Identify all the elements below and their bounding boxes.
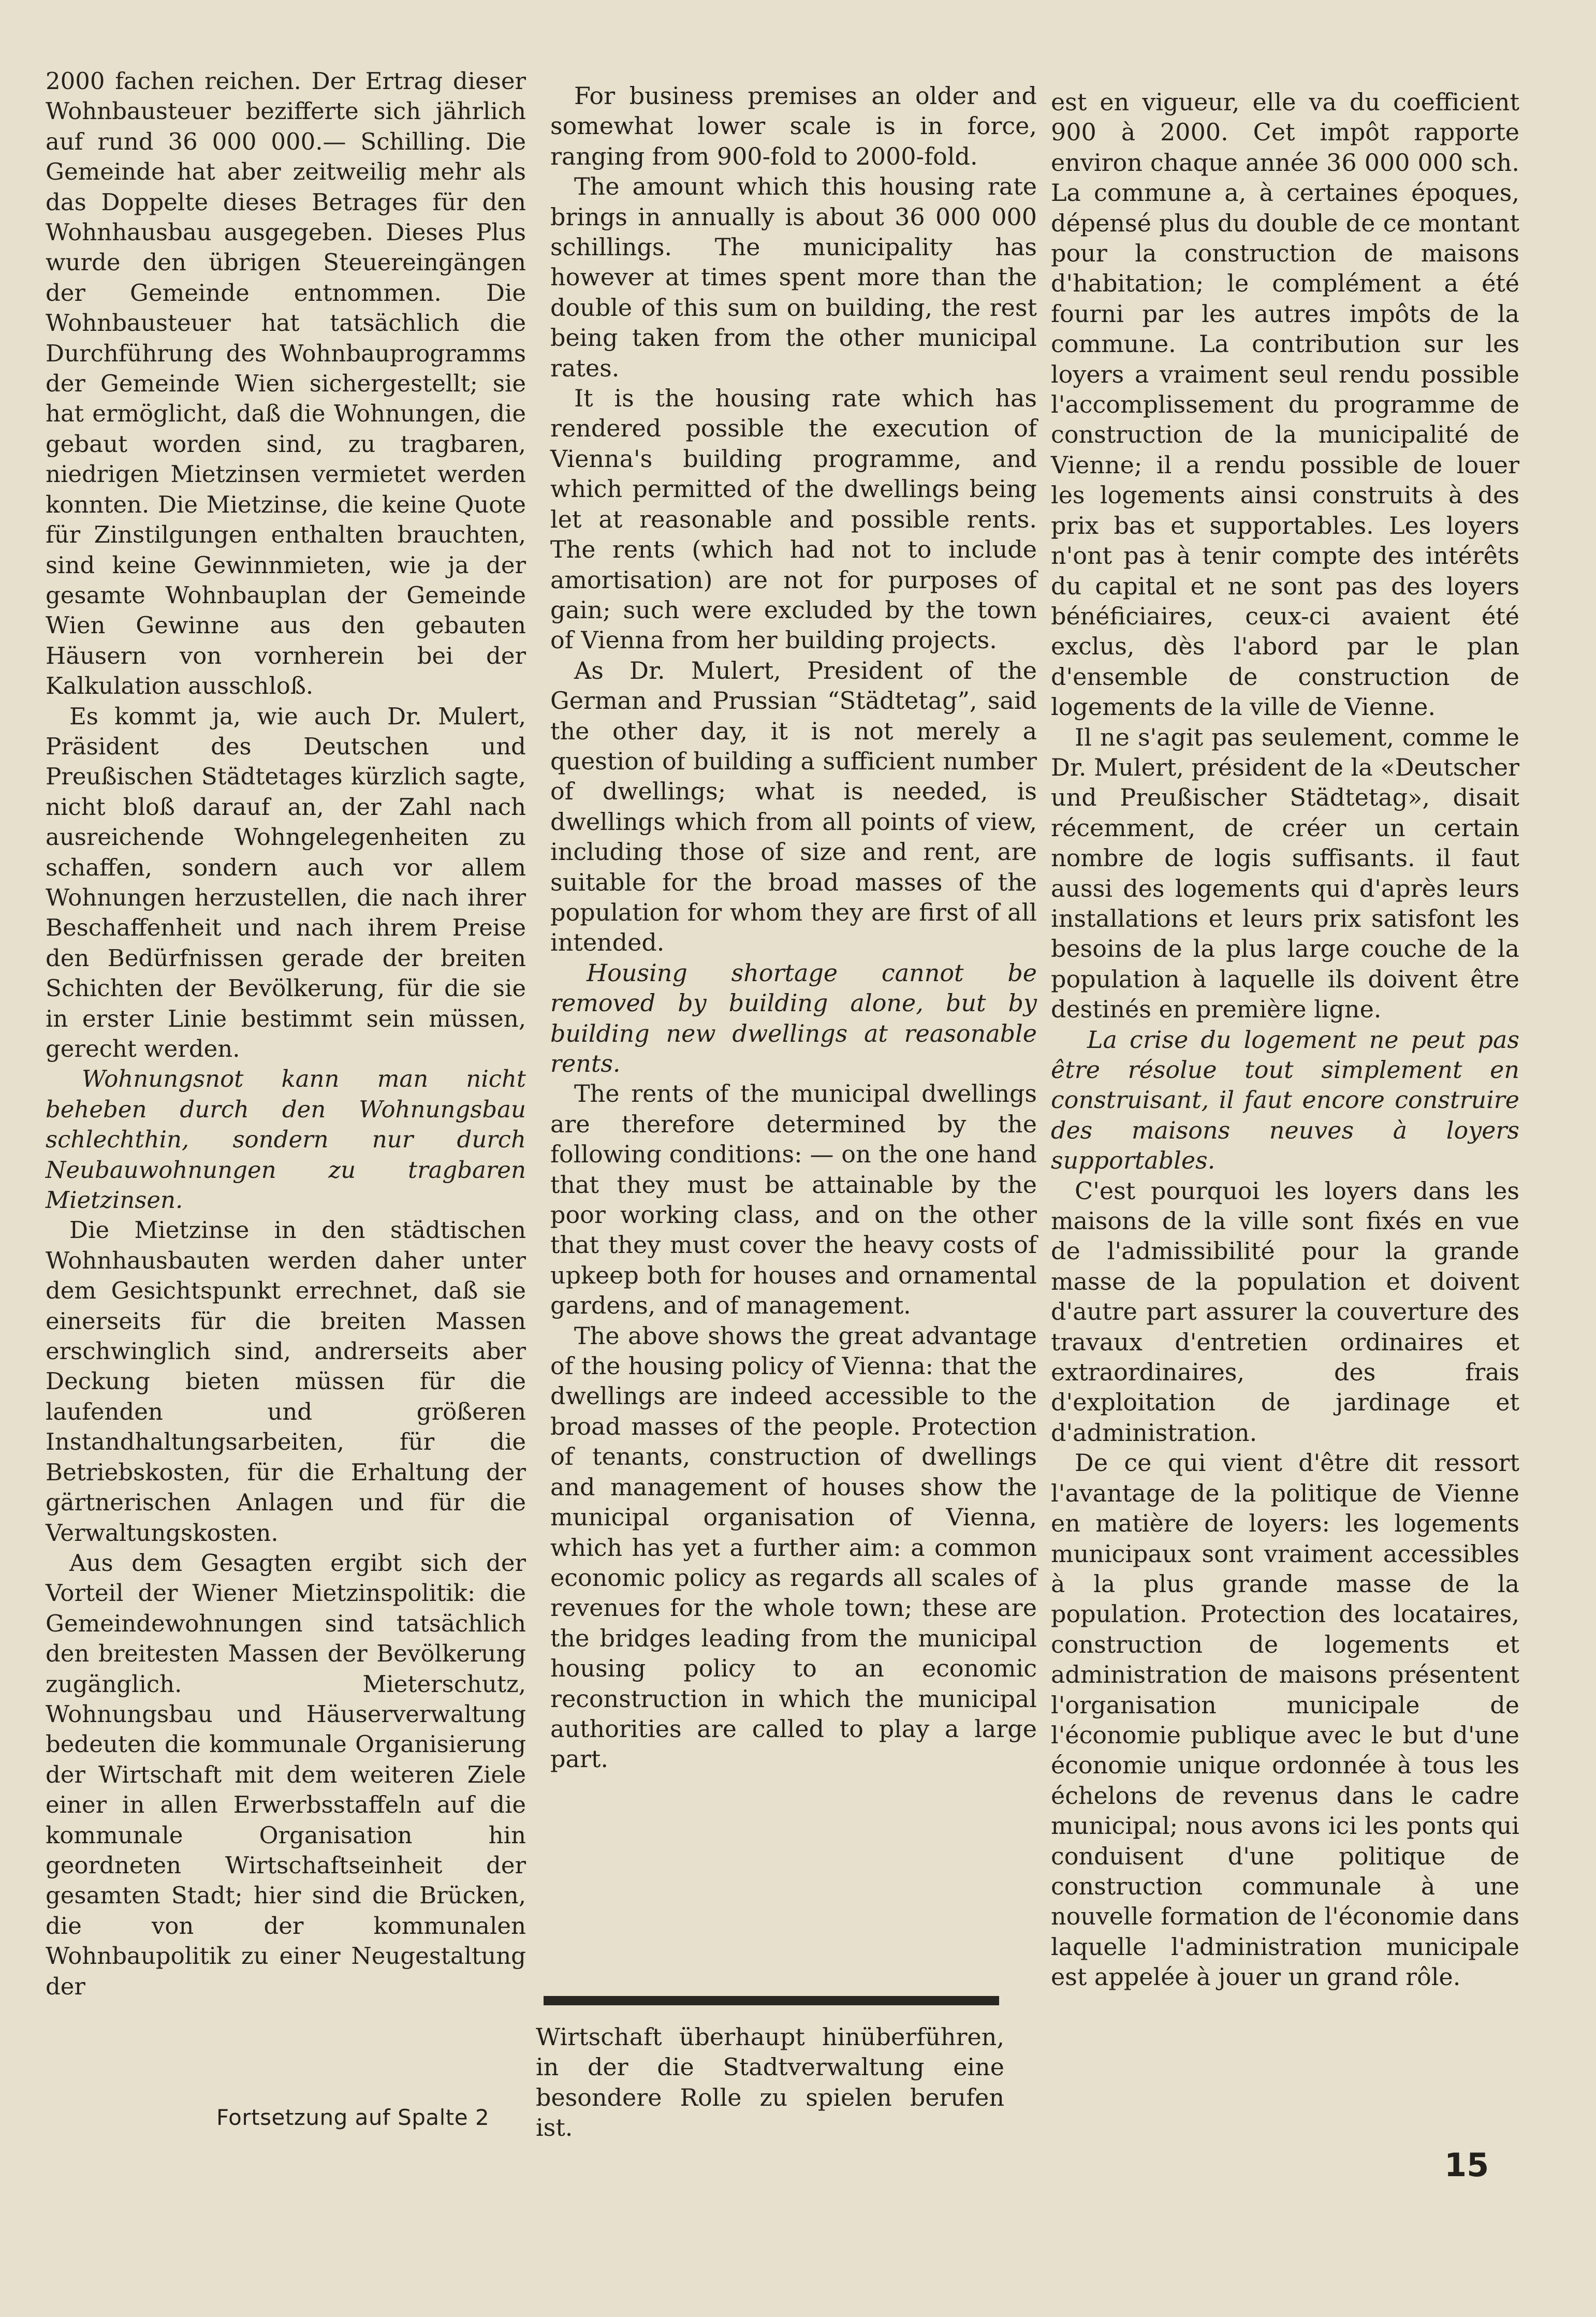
french-paragraph: La crise du logement ne peut pas être résolue tout simplement en construisant, il faut encore construire des maisons neuves à loyers supportables. [1051,1025,1519,1175]
german-paragraph: Die Mietzinse in den städtischen Wohnhausbauten werden daher unter dem Gesichtspunkt errechnet, daß sie einerseits für die breiten Massen erschwinglich sind, andrerseits aber Deckung bieten müssen für die laufenden und größeren Instandhaltungsarbeiten, für die Betriebskosten, für die Erhaltung der gärtnerischen Anlagen und für die Verwaltungskosten. [46,1216,526,1547]
continued-paragraph: Wirtschaft überhaupt hinüberführen, in der die Stadtverwaltung eine besondere Rolle zu spielen berufen ist. [536,2023,1004,2142]
german-paragraph: Aus dem Gesagten ergibt sich der Vorteil der Wiener Mietzinspolitik: die Gemeindewohnungen sind tatsächlich den breitesten Massen der Bevölkerung zugänglich. Mieterschutz, Wohnungsbau und Häuserverwaltung bedeuten die kommunale Organisierung der Wirtschaft mit dem weiteren Ziele einer in allen Erwerbsstaffeln auf die kommunale Organisation hin geordneten Wirtschaftseinheit der gesamten Stadt; hier sind die Brücken, die von der kommunalen Wohnbaupolitik zu einer Neugestaltung der [46,1549,526,2000]
english-paragraph: The rents of the municipal dwellings are therefore determined by the following conditions: — on the one hand that they must be attainable by the poor working class, and on the other that they must cover the heavy costs of upkeep both for houses and ornamental gardens, and of management. [550,1080,1037,1320]
french-paragraph: De ce qui vient d'être dit ressort l'avantage de la politique de Vienne en matière de loyers: les logements municipaux sont vraiment accessibles à la plus grande masse de la population. Protection des locataires, construction de logements et administration de maisons présentent l'organisation municipale de l'économie publique avec le but d'une économie unique ordonnée à tous les échelons de revenus dans le cadre municipal; nous avons ici les ponts qui conduisent d'une politique de construction communale à une nouvelle formation de l'économie dans laquelle l'administration municipale est appelée à jouer un grand rôle. [1051,1449,1519,1991]
french-paragraph: C'est pourquoi les loyers dans les maisons de la ville sont fixés en vue de l'admissibilité pour la grande masse de la population et doivent d'autre part assurer la couverture des travaux d'entretien ordinaires et extraordinaires, des frais d'exploitation de jardinage et d'administration. [1051,1176,1519,1447]
german-paragraph: Es kommt ja, wie auch Dr. Mulert, Präsident des Deutschen und Preußischen Städtetages kürzlich sagte, nicht bloß darauf an, der Zahl nach ausreichende Wohngelegenheiten zu schaffen, sondern auch vor allem Wohnungen herzustellen, die nach ihrer Beschaffenheit und nach ihrem Preise den Bedürfnissen gerade der breiten Schichten der Bevölkerung, für die sie in erster Linie bestimmt sein müssen, gerecht werden. [46,702,526,1062]
english-paragraph: For business premises an older and somewhat lower scale is in force, ranging from 900-fold to 2000-fold. [550,82,1037,170]
continuation-note: Fortsetzung auf Spalte 2 [216,2105,490,2130]
english-paragraph: As Dr. Mulert, President of the German and Prussian “Städtetag”, said the other day, it is not merely a question of building a sufficient number of dwellings; what is needed, is dwellings which from all points of view, including those of size and rent, are suitable for the broad masses of the population for whom they are first of all intended. [550,656,1037,957]
english-paragraph: It is the housing rate which has rendered possible the execution of Vienna's building programme, and which permitted of the dwellings being let at reasonable and possible rents. The rents (which had not to include amortisation) are not for purposes of gain; such were excluded by the town of Vienna from her building projects. [550,384,1037,654]
english-paragraph: The amount which this housing rate brings in annually is about 36 000 000 schillings. The municipality has however at times spent more than the double of this sum on building, the rest being taken from the other municipal rates. [550,172,1037,382]
english-paragraph: Housing shortage cannot be removed by building alone, but by building new dwellings at reasonable rents. [550,958,1037,1077]
section-divider-rule [544,1996,999,2005]
german-paragraph: Wohnungsnot kann man nicht beheben durch den Wohnungsbau schlechthin, sondern nur durch Neubauwohnungen zu tragbaren Mietzinsen. [46,1065,526,1214]
column-french [1051,87,1519,1992]
english-paragraph: The above shows the great advantage of the housing policy of Vienna: that the dwellings are indeed accessible to the broad masses of the people. Protection of tenants, construction of dwellings and management of houses show the municipal organisation of Vienna, which has yet a further aim: a common economic policy as regards all scales of revenues for the whole town; these are the bridges leading from the municipal housing policy to an economic reconstruction in which the municipal authorities are called to play a large part. [550,1321,1037,1773]
german-paragraph: 2000 fachen reichen. Der Ertrag dieser Wohnbausteuer bezifferte sich jährlich auf rund 36 000 000.— Schilling. Die Gemeinde hat aber zeitweilig mehr als das Doppelte dieses Betrages für den Wohnhausbau ausgegeben. Dieses Plus wurde den übrigen Steuereingängen der Gemeinde entnommen. Die Wohnbausteuer hat tatsächlich die Durchführung des Wohnbauprogramms der Gemeinde Wien sichergestellt; sie hat ermöglicht, daß die Wohnungen, die gebaut worden sind, zu tragbaren, niedrigen Mietzinsen vermietet werden konnten. Die Mietzinse, die keine Quote für Zinstilgungen enthalten brauchten, sind keine Gewinnmieten, wie ja der gesamte Wohnbauplan der Gemeinde Wien Gewinne aus den gebauten Häusern von vornherein bei der Kalkulation ausschloß. [46,67,526,700]
french-paragraph: Il ne s'agit pas seulement, comme le Dr. Mulert, président de la «Deutscher und Preußischer Städtetag», disait récemment, de créer un certain nombre de logis suffisants. il faut aussi des logements qui d'après leurs installations et leurs prix satisfont les besoins de la plus large couche de la population à laquelle ils doivent être destinés en première ligne. [1051,723,1519,1024]
french-paragraph: est en vigueur, elle va du coefficient 900 à 2000. Cet impôt rapporte environ chaque année 36 000 000 sch. La commune a, à certaines époques, dépensé plus du double de ce montant pour la construction de maisons d'habitation; le complément a été fourni par les autres impôts de la commune. La contribution sur les loyers a vraiment seul rendu possible l'accomplissement du programme de construction de la municipalité de Vienne; il a rendu possible de louer les logements ainsi construits à des prix bas et supportables. Les loyers n'ont pas à tenir compte des intérêts du capital et ne sont pas des loyers bénéficiaires, ceux-ci avaient été exclus, dès l'abord par le plan d'ensemble de construction de logements de la ville de Vienne. [1051,88,1519,721]
page-number: 15 [1444,2146,1489,2184]
continued-german-text [536,2022,1004,2143]
column-english [550,81,1037,1774]
column-german [46,66,526,2002]
